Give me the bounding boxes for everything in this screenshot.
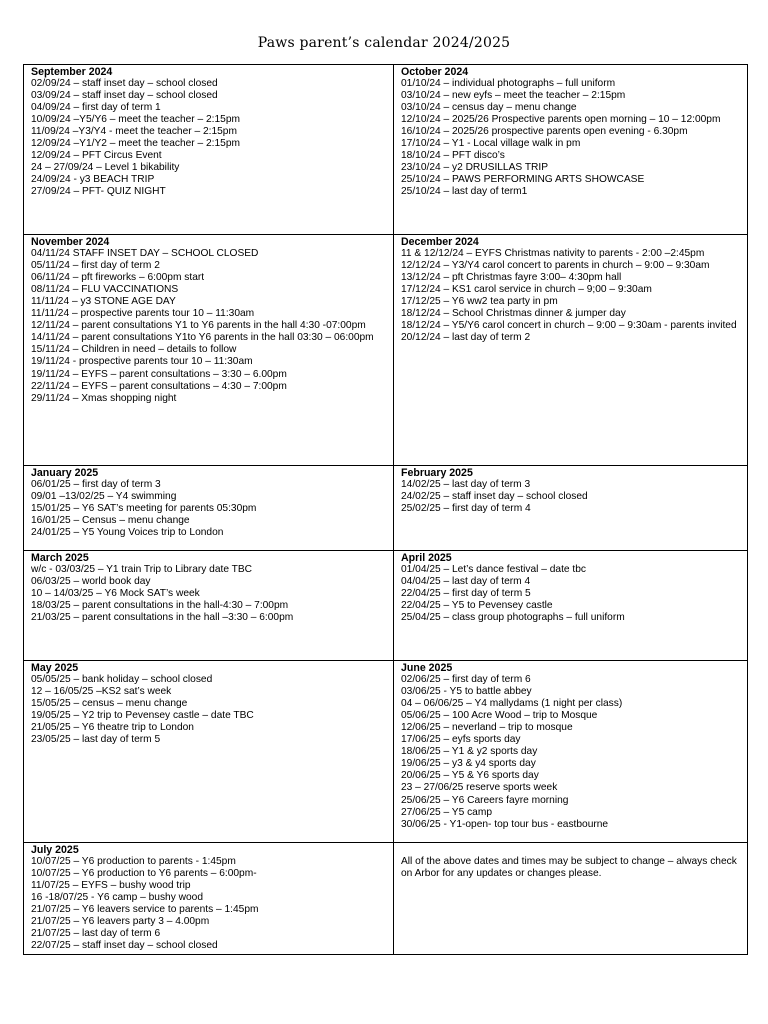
event-line: 08/11/24 – FLU VACCINATIONS	[31, 284, 179, 296]
event-line: 22/04/25 – first day of term 5	[401, 588, 531, 600]
event-line: 25/10/24 – PAWS PERFORMING ARTS SHOWCASE	[401, 174, 645, 186]
event-line: 10/09/24 –Y5/Y6 – meet the teacher – 2:15pm	[31, 114, 240, 126]
note-text: All of the above dates and times may be subject to change – always check on Arbor for any updates or changes please.	[401, 856, 737, 880]
event-line: 15/05/25 – census – menu change	[31, 698, 188, 710]
event-line: 06/03/25 – world book day	[31, 576, 151, 588]
event-line: 29/11/24 – Xmas shopping night	[31, 392, 177, 404]
month-cell	[394, 466, 748, 551]
event-line: 11 & 12/12/24 – EYFS Christmas nativity to parents - 2:00 –2:45pm	[401, 248, 705, 260]
event-line: 25/04/25 – class group photographs – full uniform	[401, 612, 625, 624]
event-line: 21/03/25 – parent consultations in the hall –3:30 – 6:00pm	[31, 612, 294, 624]
month-cell	[394, 661, 748, 843]
event-line: 21/05/25 – Y6 theatre trip to London	[31, 722, 194, 734]
month-cell	[24, 65, 394, 235]
month-heading: February 2025	[401, 467, 473, 479]
event-line: 14/02/25 – last day of term 3	[401, 479, 531, 491]
event-line: 05/11/24 – first day of term 2	[31, 260, 160, 272]
event-line: 19/05/25 – Y2 trip to Pevensey castle – date TBC	[31, 710, 254, 722]
month-cell	[24, 843, 394, 955]
event-line: 19/11/24 - prospective parents tour 10 – 11:30am	[31, 356, 253, 368]
event-line: 18/06/25 – Y1 & y2 sports day	[401, 746, 538, 758]
event-line: 22/04/25 – Y5 to Pevensey castle	[401, 600, 553, 612]
event-line: 09/01 –13/02/25 – Y4 swimming	[31, 491, 177, 503]
month-cell	[24, 466, 394, 551]
event-line: 04/11/24 STAFF INSET DAY – SCHOOL CLOSED	[31, 248, 259, 260]
event-line: 25/06/25 – Y6 Careers fayre morning	[401, 794, 569, 806]
calendar-row	[24, 661, 748, 843]
month-heading: April 2025	[401, 552, 452, 564]
event-line: 04/04/25 – last day of term 4	[401, 576, 531, 588]
event-line: 12/11/24 – parent consultations Y1 to Y6 parents in the hall 4:30 -07:00pm	[31, 320, 366, 332]
event-line: 06/01/25 – first day of term 3	[31, 479, 161, 491]
calendar-table	[23, 64, 748, 955]
event-line: 15/11/24 – Children in need – details to follow	[31, 344, 237, 356]
event-line: 25/02/25 – first day of term 4	[401, 503, 531, 515]
event-line: w/c - 03/03/25 – Y1 train Trip to Library date TBC	[31, 564, 253, 576]
event-line: 19/06/25 – y3 & y4 sports day	[401, 758, 536, 770]
event-line: 01/10/24 – individual photographs – full uniform	[401, 78, 616, 90]
event-line: 10 – 14/03/25 – Y6 Mock SAT’s week	[31, 588, 200, 600]
event-line: 02/09/24 – staff inset day – school closed	[31, 78, 218, 90]
event-line: 23 – 27/06/25 reserve sports week	[401, 782, 558, 794]
month-heading: December 2024	[401, 236, 479, 248]
month-cell	[24, 235, 394, 466]
note-text	[401, 844, 741, 856]
calendar-row	[24, 235, 748, 466]
calendar-row	[24, 551, 748, 661]
month-heading: July 2025	[31, 844, 79, 856]
event-line: 27/06/25 – Y5 camp	[401, 806, 493, 818]
event-line: 12/09/24 –Y1/Y2 – meet the teacher – 2:15pm	[31, 138, 240, 150]
event-line: 05/05/25 – bank holiday – school closed	[31, 674, 213, 686]
event-line: 12/10/24 – 2025/26 Prospective parents open morning – 10 – 12:00pm	[401, 114, 721, 126]
month-heading: June 2025	[401, 662, 453, 674]
month-cell	[394, 843, 748, 955]
event-line: 03/06/25 - Y5 to battle abbey	[401, 686, 532, 698]
month-cell	[394, 235, 748, 466]
event-line: 16/01/25 – Census – menu change	[31, 515, 190, 527]
event-line: 11/09/24 –Y3/Y4 - meet the teacher – 2:15pm	[31, 126, 237, 138]
event-line: 02/06/25 – first day of term 6	[401, 674, 531, 686]
event-line: 18/03/25 – parent consultations in the hall-4:30 – 7:00pm	[31, 600, 289, 612]
month-cell	[24, 551, 394, 661]
event-line: 21/07/25 – Y6 leavers party 3 – 4.00pm	[31, 916, 210, 928]
event-line: 13/12/24 – pft Christmas fayre 3:00– 4:30pm hall	[401, 272, 622, 284]
event-line: 15/01/25 – Y6 SAT’s meeting for parents 05:30pm	[31, 503, 257, 515]
event-line: 19/11/24 – EYFS – parent consultations – 3:30 – 6.00pm	[31, 368, 287, 380]
event-line: 11/07/25 – EYFS – bushy wood trip	[31, 880, 191, 892]
event-line: 04/09/24 – first day of term 1	[31, 102, 161, 114]
event-line: 10/07/25 – Y6 production to Y6 parents – 6:00pm-	[31, 868, 257, 880]
event-line: 23/05/25 – last day of term 5	[31, 734, 161, 746]
event-line: 03/09/24 – staff inset day – school closed	[31, 90, 218, 102]
event-line: 12/09/24 – PFT Circus Event	[31, 150, 162, 162]
month-heading: November 2024	[31, 236, 110, 248]
event-line: 17/12/24 – KS1 carol service in church – 9;00 – 9:30am	[401, 284, 652, 296]
calendar-row	[24, 466, 748, 551]
event-line: 27/09/24 – PFT- QUIZ NIGHT	[31, 186, 166, 198]
month-cell	[394, 551, 748, 661]
event-line: 18/10/24 – PFT disco’s	[401, 150, 505, 162]
event-line: 20/12/24 – last day of term 2	[401, 332, 531, 344]
event-line: 24 – 27/09/24 – Level 1 bikability	[31, 162, 180, 174]
event-line: 22/11/24 – EYFS – parent consultations – 4:30 – 7:00pm	[31, 380, 287, 392]
month-heading: October 2024	[401, 66, 469, 78]
event-line: 17/10/24 – Y1 - Local village walk in pm	[401, 138, 581, 150]
event-line: 18/12/24 – Y5/Y6 carol concert in church – 9:00 – 9:30am - parents invited	[401, 320, 737, 332]
event-line: 11/11/24 – y3 STONE AGE DAY	[31, 296, 176, 308]
event-line: 22/07/25 – staff inset day – school closed	[31, 940, 218, 952]
calendar-row	[24, 843, 748, 955]
event-line: 24/02/25 – staff inset day – school closed	[401, 491, 588, 503]
event-line: 11/11/24 – prospective parents tour 10 – 11:30am	[31, 308, 255, 320]
event-line: 03/10/24 – new eyfs – meet the teacher – 2:15pm	[401, 90, 626, 102]
month-heading: January 2025	[31, 467, 99, 479]
event-line: 21/07/25 – last day of term 6	[31, 928, 161, 940]
event-line: 17/12/25 – Y6 ww2 tea party in pm	[401, 296, 558, 308]
event-line: 12/06/25 – neverland – trip to mosque	[401, 722, 573, 734]
month-cell	[24, 661, 394, 843]
event-line: 10/07/25 – Y6 production to parents - 1:45pm	[31, 856, 236, 868]
month-cell	[394, 65, 748, 235]
event-line: 20/06/25 – Y5 & Y6 sports day	[401, 770, 539, 782]
event-line: 21/07/25 – Y6 leavers service to parents – 1:45pm	[31, 904, 259, 916]
event-line: 06/11/24 – pft fireworks – 6:00pm start	[31, 272, 205, 284]
event-line: 12 – 16/05/25 –KS2 sat’s week	[31, 686, 172, 698]
event-line: 24/01/25 – Y5 Young Voices trip to London	[31, 527, 224, 539]
event-line: 25/10/24 – last day of term1	[401, 186, 528, 198]
event-line: 18/12/24 – School Christmas dinner & jumper day	[401, 308, 626, 320]
event-line: 12/12/24 – Y3/Y4 carol concert to parents in church – 9:00 – 9:30am	[401, 260, 710, 272]
month-heading: March 2025	[31, 552, 89, 564]
event-line: 05/06/25 – 100 Acre Wood – trip to Mosque	[401, 710, 598, 722]
event-line: 16 -18/07/25 - Y6 camp – bushy wood	[31, 892, 203, 904]
event-line: 30/06/25 - Y1-open- top tour bus - eastbourne	[401, 818, 609, 830]
event-line: 14/11/24 – parent consultations Y1to Y6 parents in the hall 03:30 – 06:00pm	[31, 332, 374, 344]
event-line: 16/10/24 – 2025/26 prospective parents open evening - 6.30pm	[401, 126, 688, 138]
event-line: 01/04/25 – Let’s dance festival – date tbc	[401, 564, 587, 576]
event-line: 24/09/24 - y3 BEACH TRIP	[31, 174, 155, 186]
month-heading: September 2024	[31, 66, 113, 78]
event-line: 17/06/25 – eyfs sports day	[401, 734, 521, 746]
event-line: 03/10/24 – census day – menu change	[401, 102, 577, 114]
event-line: 04 – 06/06/25 – Y4 mallydams (1 night per class)	[401, 698, 623, 710]
page-title: Paws parent’s calendar 2024/2025	[257, 35, 511, 51]
calendar-row	[24, 65, 748, 235]
event-line: 23/10/24 – y2 DRUSILLAS TRIP	[401, 162, 549, 174]
month-heading: May 2025	[31, 662, 79, 674]
